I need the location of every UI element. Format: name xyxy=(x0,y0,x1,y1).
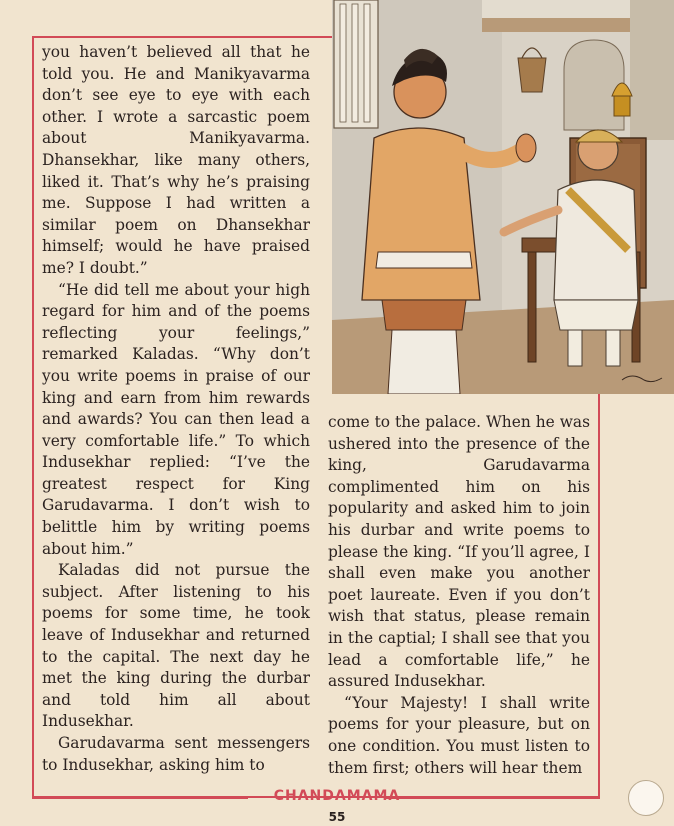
paragraph: you haven’t believed all that he told you. He and Manikyavarma don’t see eye to eye with each other. I wrote a sarcastic poem about Manikyavarma. Dhansekhar, like many others, liked it. That’s why he’s praising me. Suppose I had written a similar poem on Dhansekhar himself; would he have praised me? I doubt.” xyxy=(42,43,310,277)
paragraph: “Your Majesty! I shall write poems for your pleasure, but on one condition. You must listen to them first; others will hear them xyxy=(328,693,590,777)
right-text-column xyxy=(328,412,590,779)
paragraph: Garudavarma sent messengers to Indusekhar, asking him to xyxy=(42,734,310,774)
publisher-logo-icon xyxy=(628,780,664,816)
magazine-name: CHANDAMAMA xyxy=(273,788,401,804)
paragraph: “He did tell me about your high regard for him and of the poems reflecting your feelings,” remarked Kaladas. “Why don’t you write poems in praise of our king and earn from him rewards and awards? You can then lead a very comfortable life.” To which Indusekhar replied: “I’ve the greatest respect for King Garudavarma. I don’t wish to belittle him by writing poems about him.” xyxy=(42,280,310,558)
page-number: 55 xyxy=(328,810,346,824)
poet-and-king-illustration xyxy=(332,0,674,394)
paragraph: come to the palace. When he was ushered into the presence of the king, Garudavarma complimented him on his popularity and asked him to join his durbar and write poems to please the king. “If you’ll agree, I shall even make you another poet laureate. Even if you don’t wish that status, please remain in the captial; I shall see that you lead a comfortable life,” he assured Indusekhar. xyxy=(328,413,590,691)
paragraph: Kaladas did not pursue the subject. After listening to his poems for some time, he took leave of Indusekhar and returned to the capital. The next day he met the king during the durbar and told him all about Indusekhar. xyxy=(42,561,310,731)
story-illustration xyxy=(332,0,674,394)
left-text-column xyxy=(42,42,310,776)
